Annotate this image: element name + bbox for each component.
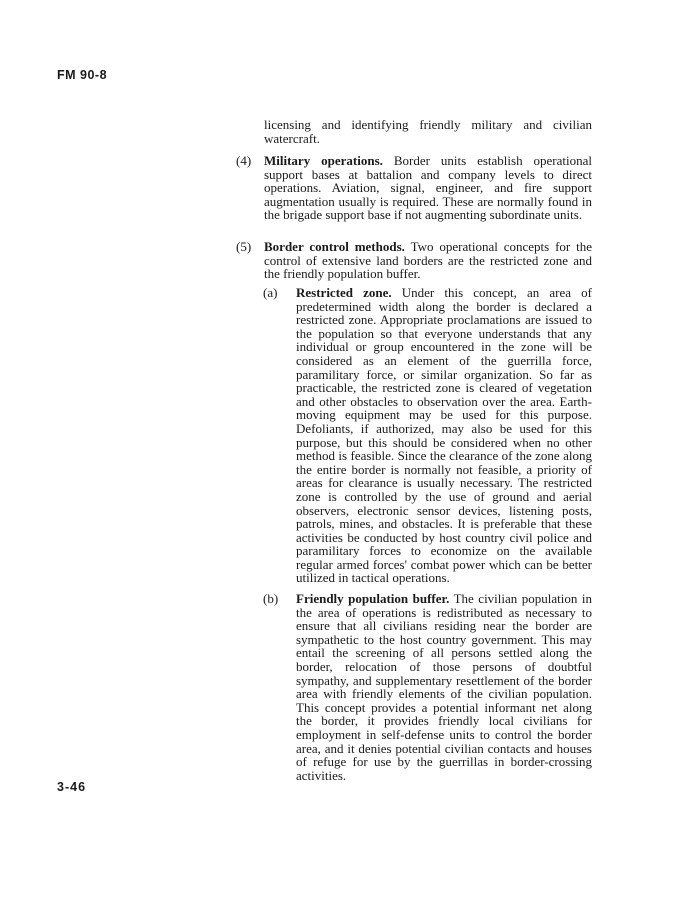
item-5a-number: (a) <box>263 285 278 300</box>
item-5b-heading: Friendly population buffer. <box>296 591 450 606</box>
item-5a-heading: Restricted zone. <box>296 285 392 300</box>
continuation-paragraph: licensing and identifying friendly military and civilian watercraft. <box>264 117 592 146</box>
item-5a-paragraph <box>296 286 592 585</box>
item-5-text: Two operational concepts for the control of extensive land borders are the restricted zone and the friendly population buffer. <box>264 239 593 282</box>
item-4-paragraph <box>264 154 592 222</box>
item-5a-text: Under this concept, an area of predetermined width along the border is declared a restricted zone. Appropriate proclamations are issued to the population so that everyone understands that any individual or group encountered in the zone will be considered as an element of the guerrilla force, paramilitary force, or similar organization. So far as practicable, the restricted zone is cleared of vegetation and other obstacles to observation over the area. Earth-moving equipment may be used for this purpose. Defoliants, if authorized, may also be used for this purpose, but this should be considered when no other method is feasible. Since the clearance of the zone along the entire border is normally not feasible, a priority of areas for clearance is usually necessary. The restricted zone is controlled by the use of ground and aerial observers, electronic sensor devices, listening posts, patrols, mines, and obstacles. It is preferable that these activities be conducted by host country civil police and paramilitary forces to economize on the available regular armed forces' combat power which can be better utilized in tactical operations. <box>296 285 592 586</box>
item-5b-text: The civilian population in the area of operations is redistributed as necessary to ensure that all civilians residing near the border are sympathetic to the host country government. This may entail the screening of all persons settled along the border, relocation of those persons of doubtful sympathy, and supplementary resettlement of the border area with friendly elements of the civilian population. This concept provides a potential informant net along the border, it provides friendly local civilians for employment in self-defense units to control the border area, and it denies potential civilian contacts and houses of refuge for use by the guerrillas in border-crossing activities. <box>296 591 592 783</box>
item-5-number: (5) <box>236 239 252 254</box>
item-4-number: (4) <box>236 153 252 168</box>
item-5-heading: Border control methods. <box>264 239 405 254</box>
document-id: FM 90-8 <box>57 68 108 82</box>
item-4-text: Border units establish operational support bases at battalion and company levels to direct operations. Aviation, signal, engineer, and fire support augmentation usually is required. These are normally found in the brigade support base if not augmenting subordinate units. <box>264 153 592 223</box>
page-number: 3-46 <box>57 780 87 794</box>
item-4-heading: Military operations. <box>264 153 383 168</box>
item-5-paragraph <box>264 240 592 281</box>
item-5b-number: (b) <box>263 591 279 606</box>
item-5b-paragraph <box>296 592 592 782</box>
